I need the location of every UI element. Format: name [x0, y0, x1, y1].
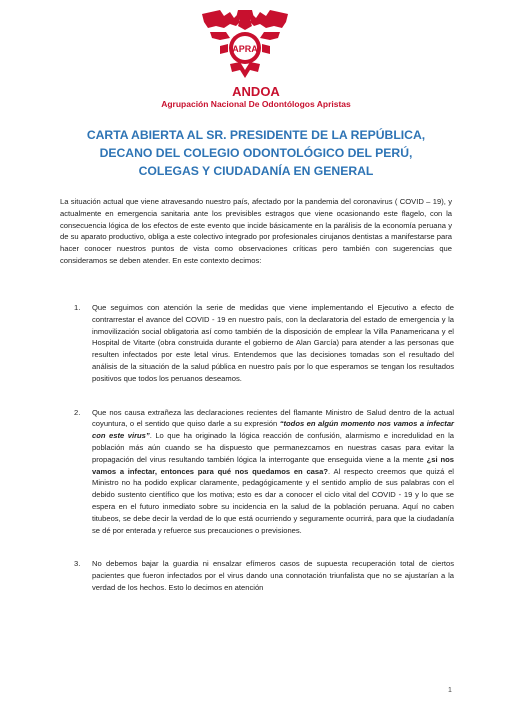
list-item — [74, 558, 454, 593]
org-name: Agrupación Nacional De Odontólogos Apristas — [161, 99, 351, 109]
list-item-number: 2. — [74, 407, 81, 417]
apra-logo-icon — [200, 6, 290, 86]
list-item-text: Que nos causa extrañeza las declaraciones recientes del flamante Ministro de Salud dentro de la actual coyuntura, o el sentido que quiso darle a su expresión — [92, 407, 454, 429]
list-item — [74, 302, 454, 385]
list-item-text: . Lo que ha originado la lógica reacción de confusión, alarmismo e incredulidad en la población más aún cuando se ha dispuesto que permanezcamos en nuestras casas para evitar la propagación del virus resultando también lógica la interrogante que enseguida viene a la mente — [92, 431, 454, 464]
intro-paragraph: La situación actual que viene atravesando nuestro país, afectado por la pandemia del coronavirus ( COVID – 19), y actualmente en emergencia sanitaria ante los previsibles estragos que viene ocasionando este flagelo, con la consecuencia lógica de los efectos de este evento que incide básicamente en la parálisis de la economía peruana y de su aparato productivo, obliga a este colectivo integrado por profesionales cirujanos dentistas a manifestarse para hacer conocer nuestros puntos de vista como observaciones críticas pero también con sugerencias que consideramos se deben atender. En este contexto decimos: — [60, 197, 452, 265]
rhetorical-question: ¿si nos vamos a infectar, entonces para qué nos quedamos en casa? — [92, 454, 454, 476]
svg-text:APRA: APRA — [232, 44, 258, 54]
list-item — [74, 407, 454, 537]
list-item-text: . Al respecto creemos que quizá el Ministro no ha podido explicar claramente, pedagógicamente y el sentido amplio de sus palabras con el debido sustento científico que los motiva; esto es dar a conocer el ciclo vital del COVID - 19 y lo que se espera en el futuro inmediato sobre su incidencia en la salud de la población peruana. Aquí no caben titubeos, se debe decir la verdad de lo que está ocurriendo y seguramente ocurrirá, para que la ciudadanía se dé por enterada y refuerce sus precauciones o previsiones. — [92, 466, 454, 535]
list-item-number: 1. — [74, 303, 81, 312]
numbered-list — [74, 302, 454, 594]
list-item-number: 3. — [74, 559, 81, 569]
list-item-text: Que seguimos con atención la serie de medidas que viene implementando el Ejecutivo a efecto de contrarrestar el avance del COVID - 19 en nuestro país, con la declaratoria del estado de emergencia y la inmovilización social obligatoria así como también de la disposición de emplear la Villa Panamericana y el Hospital de Vitarte (obra construida durante el gobierno de Alan García) para atender a las personas que resulten infectados por este letal virus. Entendemos que las decisiones tomadas son el resultado del análisis de la situación de la salud pública en nuestro país por lo que esperamos se tengan los resultados positivos que todos los peruanos deseamos. — [92, 303, 454, 383]
minister-quote: “todos en algún momento nos vamos a infectar con este virus” — [92, 419, 455, 441]
letter-title: CARTA ABIERTA AL SR. PRESIDENTE DE LA REPÚBLICA, DECANO DEL COLEGIO ODONTOLÓGICO DEL PERÚ, COLEGAS Y CIUDADANÍA EN GENERAL — [86, 128, 426, 178]
org-acronym: ANDOA — [232, 84, 280, 99]
list-item-text: No debemos bajar la guardia ni ensalzar efímeros casos de supuesta recuperación total de ciertos pacientes que fueron infectados por el virus dando una connotación triunfalista que no se ajustarían a la verdad de los hechos. Esto lo decimos en atención — [92, 559, 454, 592]
page-number: 1 — [448, 687, 452, 694]
